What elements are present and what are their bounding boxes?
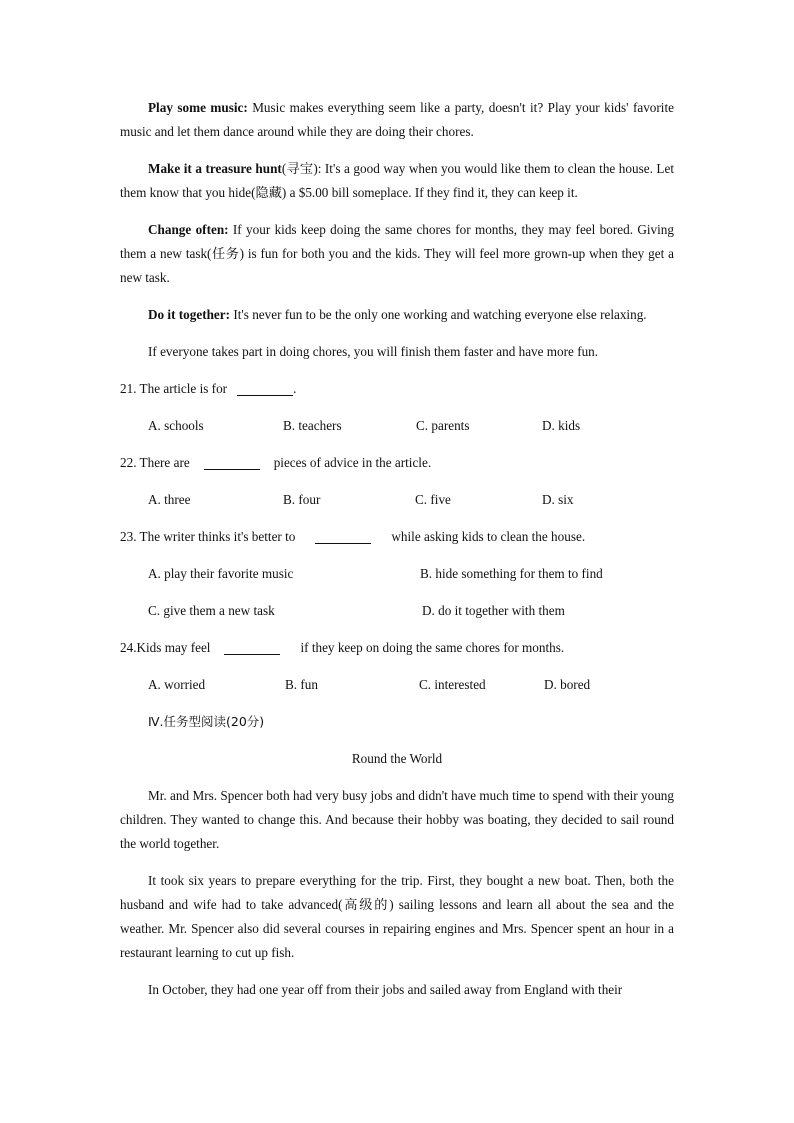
advice-text: If your kids keep doing the same chores for months, they may feel bored. Giving them a new task(任务) is fun for both you and the kids. They will feel more grown-up when they get a new task. bbox=[120, 222, 674, 285]
option-a: A. worried bbox=[148, 677, 206, 692]
options-23-row2 bbox=[120, 599, 674, 623]
advice-heading: Do it together: bbox=[148, 307, 231, 322]
question-stem-end: pieces of advice in the article. bbox=[273, 455, 432, 470]
question-24 bbox=[120, 636, 674, 660]
advice-heading: Make it a treasure hunt bbox=[148, 161, 282, 176]
question-stem-end: if they keep on doing the same chores for months. bbox=[300, 640, 565, 655]
advice-heading: Play some music: bbox=[148, 100, 248, 115]
question-stem: 24.Kids may feel bbox=[120, 640, 211, 655]
option-b: B. four bbox=[283, 492, 321, 507]
option-b: B. fun bbox=[285, 677, 318, 692]
advice-text: (寻宝): It's a good way when you would like them to clean the house. Let them know that you hide(隐藏) a $5.00 bill someplace. If they find it, they can keep it. bbox=[120, 161, 674, 200]
option-d: D. bored bbox=[544, 677, 591, 692]
options-21 bbox=[120, 414, 674, 438]
answer-blank bbox=[237, 381, 293, 396]
story-paragraph-2: It took six years to prepare everything for the trip. First, they bought a new boat. Then, both the husband and wife had to take advanced(高级的) sailing lessons and learn all about the sea and the weather. Mr. Spencer also did several courses in repairing engines and Mrs. Spencer spent an hour in a restaurant learning to cut up fish. bbox=[120, 873, 674, 960]
option-a: A. play their favorite music bbox=[148, 566, 294, 581]
option-c: C. five bbox=[415, 492, 451, 507]
option-d: D. do it together with them bbox=[422, 603, 565, 618]
question-stem-end: while asking kids to clean the house. bbox=[391, 529, 586, 544]
answer-blank bbox=[204, 455, 260, 470]
options-24 bbox=[120, 673, 674, 697]
question-stem: 22. There are bbox=[120, 455, 190, 470]
option-a: A. three bbox=[148, 492, 191, 507]
option-c: C. give them a new task bbox=[148, 603, 275, 618]
answer-blank bbox=[224, 640, 280, 655]
question-22 bbox=[120, 451, 674, 475]
option-d: D. six bbox=[542, 492, 574, 507]
question-stem: 21. The article is for bbox=[120, 381, 228, 396]
story-paragraph-3: In October, they had one year off from their jobs and sailed away from England with their bbox=[148, 982, 623, 997]
answer-blank bbox=[315, 529, 371, 544]
option-c: C. parents bbox=[416, 418, 470, 433]
option-a: A. schools bbox=[148, 418, 204, 433]
advice-do-together bbox=[120, 303, 674, 327]
section-heading: Ⅳ.任务型阅读(20分) bbox=[148, 714, 265, 729]
advice-heading: Change often: bbox=[148, 222, 229, 237]
options-23-row1 bbox=[120, 562, 674, 586]
question-stem-end: . bbox=[293, 381, 297, 396]
advice-play-music bbox=[120, 96, 674, 144]
story-paragraph-1: Mr. and Mrs. Spencer both had very busy jobs and didn't have much time to spend with their young children. They wanted to change this. And because their hobby was boating, they decided to sail round the world together. bbox=[120, 788, 674, 851]
advice-treasure-hunt bbox=[120, 157, 674, 205]
option-c: C. interested bbox=[419, 677, 486, 692]
option-b: B. teachers bbox=[283, 418, 342, 433]
question-21 bbox=[120, 377, 674, 401]
advice-change-often bbox=[120, 218, 674, 290]
advice-text: Music makes everything seem like a party, doesn't it? Play your kids' favorite music and let them dance around while they are doing their chores. bbox=[120, 100, 674, 139]
option-b: B. hide something for them to find bbox=[420, 566, 603, 581]
closing-paragraph: If everyone takes part in doing chores, you will finish them faster and have more fun. bbox=[148, 344, 599, 359]
document-page bbox=[120, 96, 674, 1002]
question-23 bbox=[120, 525, 674, 549]
option-d: D. kids bbox=[542, 418, 581, 433]
story-title: Round the World bbox=[351, 751, 443, 766]
options-22 bbox=[120, 488, 674, 512]
question-stem: 23. The writer thinks it's better to bbox=[120, 529, 296, 544]
advice-text: It's never fun to be the only one working and watching everyone else relaxing. bbox=[230, 307, 647, 322]
